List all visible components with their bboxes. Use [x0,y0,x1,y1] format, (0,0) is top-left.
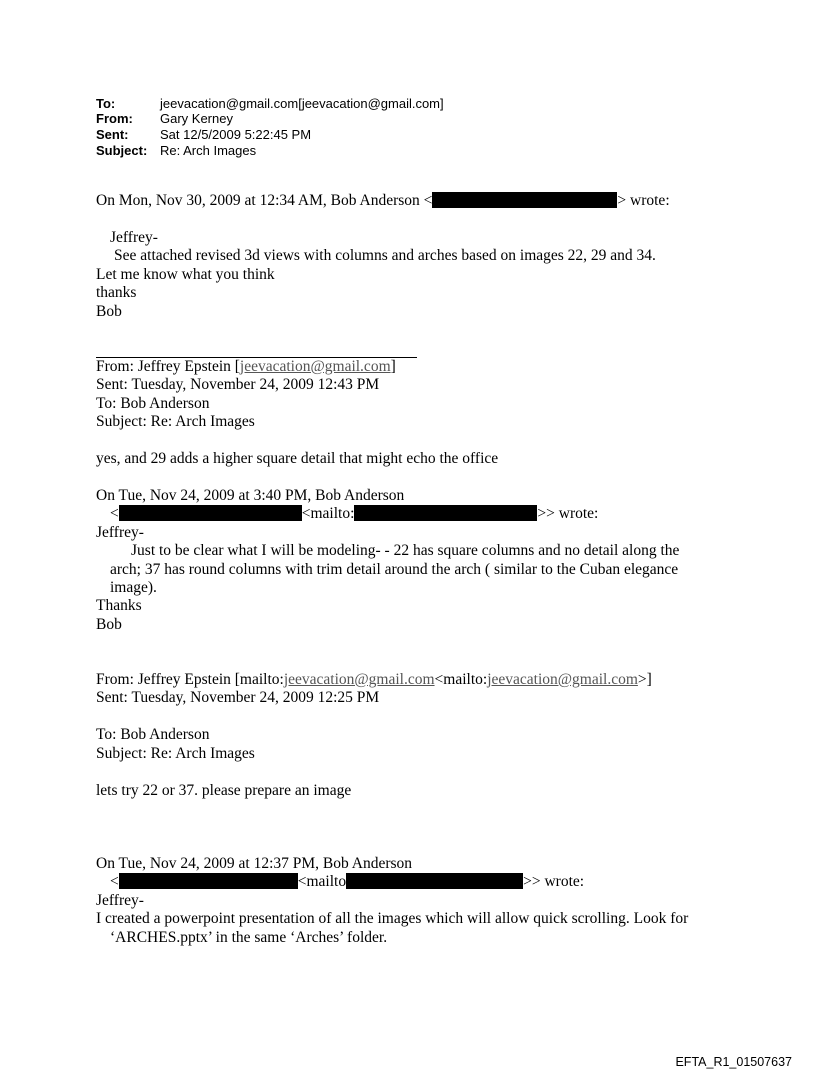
header-to-row [96,96,444,111]
msg4-email-link-1[interactable]: jeevacation@gmail.com [283,671,435,688]
msg3-addr-close: >> wrote: [537,505,599,522]
document-id-footer: EFTA_R1_01507637 [675,1055,792,1069]
redaction-block [119,505,302,521]
header-sent-row [96,127,311,142]
msg5-wrote-line: On Tue, Nov 24, 2009 at 12:37 PM, Bob Anderson [96,855,413,872]
msg4-from-suffix: >] [637,671,652,688]
msg1-wrote-suffix: > wrote: [617,192,670,209]
msg4-body: lets try 22 or 37. please prepare an image [96,782,352,799]
msg4-from-line [96,671,652,689]
sent-label: Sent: [96,127,129,142]
header-subject-row [96,143,256,158]
msg1-wrote-line [96,192,670,210]
msg2-from-line [96,358,396,376]
msg2-to: To: Bob Anderson [96,395,210,412]
to-label: To: [96,96,116,111]
msg1-line1: See attached revised 3d views with columns and arches based on images 22, 29 and 34. [114,247,656,264]
msg3-address-line [110,505,598,523]
msg3-wrote-line: On Tue, Nov 24, 2009 at 3:40 PM, Bob Anderson [96,487,405,504]
sent-value: Sat 12/5/2009 5:22:45 PM [160,127,312,142]
msg1-sign: Bob [96,303,122,320]
msg4-sent: Sent: Tuesday, November 24, 2009 12:25 PM [96,689,380,706]
from-value: Gary Kerney [160,111,233,126]
msg3-line3: image). [110,579,157,596]
msg3-thanks: Thanks [96,597,142,614]
msg1-wrote-prefix: On Mon, Nov 30, 2009 at 12:34 AM, Bob Anderson < [96,192,433,209]
msg3-addr-open: < [110,505,119,522]
msg2-from-prefix: From: Jeffrey Epstein [ [96,358,240,375]
msg1-greeting: Jeffrey- [110,229,158,246]
msg5-addr-open: < [110,873,119,890]
redaction-block [354,505,537,521]
msg5-line2: ‘ARCHES.pptx’ in the same ‘Arches’ folder. [110,929,388,946]
msg5-addr-mailto: <mailto [297,873,347,890]
msg2-body: yes, and 29 adds a higher square detail that might echo the office [96,450,499,467]
msg3-line1: Just to be clear what I will be modeling- - 22 has square columns and no detail along the [131,542,680,559]
header-from-row [96,111,233,126]
to-value: jeevacation@gmail.com[jeevacation@gmail.com] [160,96,444,111]
msg4-to: To: Bob Anderson [96,726,210,743]
msg3-greeting: Jeffrey- [96,524,144,541]
subject-value: Re: Arch Images [160,143,257,158]
msg2-sent: Sent: Tuesday, November 24, 2009 12:43 PM [96,376,380,393]
msg3-addr-mailto: <mailto: [301,505,355,522]
msg4-subject: Subject: Re: Arch Images [96,745,255,762]
msg4-email-link-2[interactable]: jeevacation@gmail.com [487,671,638,688]
msg1-line2: Let me know what you think [96,266,275,283]
redaction-block [432,192,617,208]
msg5-greeting: Jeffrey- [96,892,144,909]
msg2-subject: Subject: Re: Arch Images [96,413,255,430]
msg5-addr-close: >> wrote: [523,873,585,890]
msg4-from-prefix: From: Jeffrey Epstein [mailto: [96,671,284,688]
msg2-from-suffix: ] [390,358,396,375]
msg2-email-link[interactable]: jeevacation@gmail.com [239,358,391,375]
msg1-thanks: thanks [96,284,137,301]
msg3-sign: Bob [96,616,122,633]
msg3-line2: arch; 37 has round columns with trim detail around the arch ( similar to the Cuban elegance [110,561,679,578]
redaction-block [346,873,523,889]
msg4-from-mid: <mailto: [434,671,488,688]
from-label: From: [96,111,133,126]
msg5-line1: I created a powerpoint presentation of all the images which will allow quick scrolling. Look for [96,910,689,927]
subject-label: Subject: [96,143,148,158]
msg5-address-line [110,873,584,891]
redaction-block [119,873,298,889]
